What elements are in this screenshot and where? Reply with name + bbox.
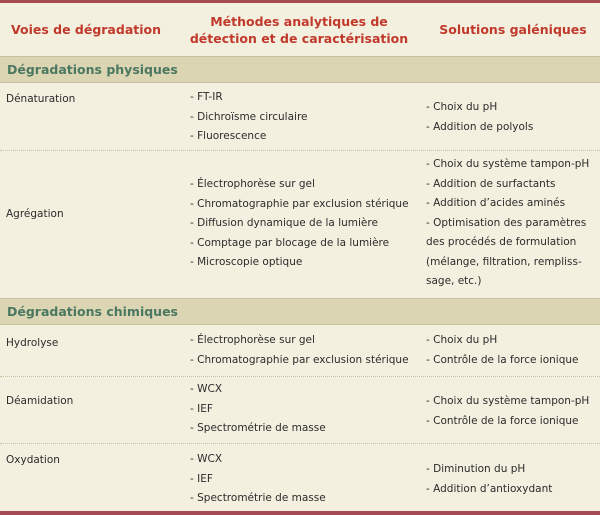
list-item: - Choix du système tampon-pH (426, 158, 590, 170)
methods-list (190, 380, 326, 439)
list-item: - Diffusion dynamique de la lumière (190, 217, 378, 229)
header-methods-line1: Méthodes analytiques de (210, 13, 388, 29)
list-item: - Électrophorèse sur gel (190, 178, 315, 190)
list-item: des procédés de formulation (426, 236, 577, 248)
list-item: - Addition de polyols (426, 120, 534, 133)
list-item: - Microscopie optique (190, 256, 303, 268)
list-item: - Chromatographie par exclusion stérique (190, 353, 409, 366)
list-item: - Choix du pH (426, 101, 498, 113)
degradation-name: Dénaturation (6, 93, 76, 105)
header-galenic-solutions: Solutions galéniques (439, 22, 587, 37)
list-item: - Spectrométrie de masse (190, 492, 326, 504)
list-item: - Dichroïsme circulaire (190, 110, 308, 123)
list-item: - Diminution du pH (426, 463, 526, 475)
header-analytical-methods (172, 3, 426, 56)
row-divider (0, 150, 600, 151)
row-divider (0, 376, 600, 377)
header-methods-line2: détection et de caractérisation (189, 30, 409, 46)
list-item: - Électrophorèse sur gel (190, 334, 315, 346)
solutions-list (426, 392, 589, 431)
header-degradation-pathways: Voies de dégradation (10, 22, 161, 37)
methods-list (190, 88, 308, 147)
solutions-list (426, 155, 589, 292)
list-item: - Choix du pH (426, 334, 498, 346)
list-item: (mélange, filtration, rempliss- (426, 255, 582, 268)
section-chemical-degradations (0, 298, 600, 325)
list-item: - Comptage par blocage de la lumière (190, 236, 390, 249)
section-title: Dégradations chimiques (7, 304, 178, 319)
list-item: - Optimisation des paramètres (426, 216, 587, 229)
list-item: sage, etc.) (426, 275, 482, 287)
list-item: - Spectrométrie de masse (190, 422, 326, 434)
degradation-name: Hydrolyse (6, 337, 59, 349)
list-item: - IEF (190, 472, 213, 485)
solutions-list (426, 460, 552, 499)
solutions-list (426, 98, 533, 137)
list-item: - IEF (190, 402, 213, 415)
list-item: - Choix du système tampon-pH (426, 395, 590, 407)
methods-list (190, 450, 326, 509)
degradation-name: Oxydation (6, 454, 60, 466)
table-header (0, 0, 600, 56)
list-item: - FT-IR (190, 91, 223, 103)
methods-list (190, 331, 409, 370)
list-item: - Contrôle de la force ionique (426, 414, 579, 427)
list-item: - WCX (190, 383, 223, 395)
list-item: - Addition de surfactants (426, 177, 556, 190)
methods-list (190, 175, 409, 273)
list-item: - Chromatographie par exclusion stérique (190, 197, 409, 210)
bottom-border (0, 511, 600, 515)
list-item: - Fluorescence (190, 130, 267, 142)
degradation-name: Agrégation (6, 208, 64, 220)
section-physical-degradations (0, 56, 600, 83)
list-item: - Addition d’antioxydant (426, 482, 553, 495)
solutions-list (426, 331, 579, 370)
row-divider (0, 443, 600, 444)
list-item: - Contrôle de la force ionique (426, 353, 579, 366)
list-item: - Addition d’acides aminés (426, 197, 566, 209)
section-title: Dégradations physiques (7, 62, 178, 77)
degradation-name: Déamidation (6, 395, 74, 407)
list-item: - WCX (190, 453, 223, 465)
